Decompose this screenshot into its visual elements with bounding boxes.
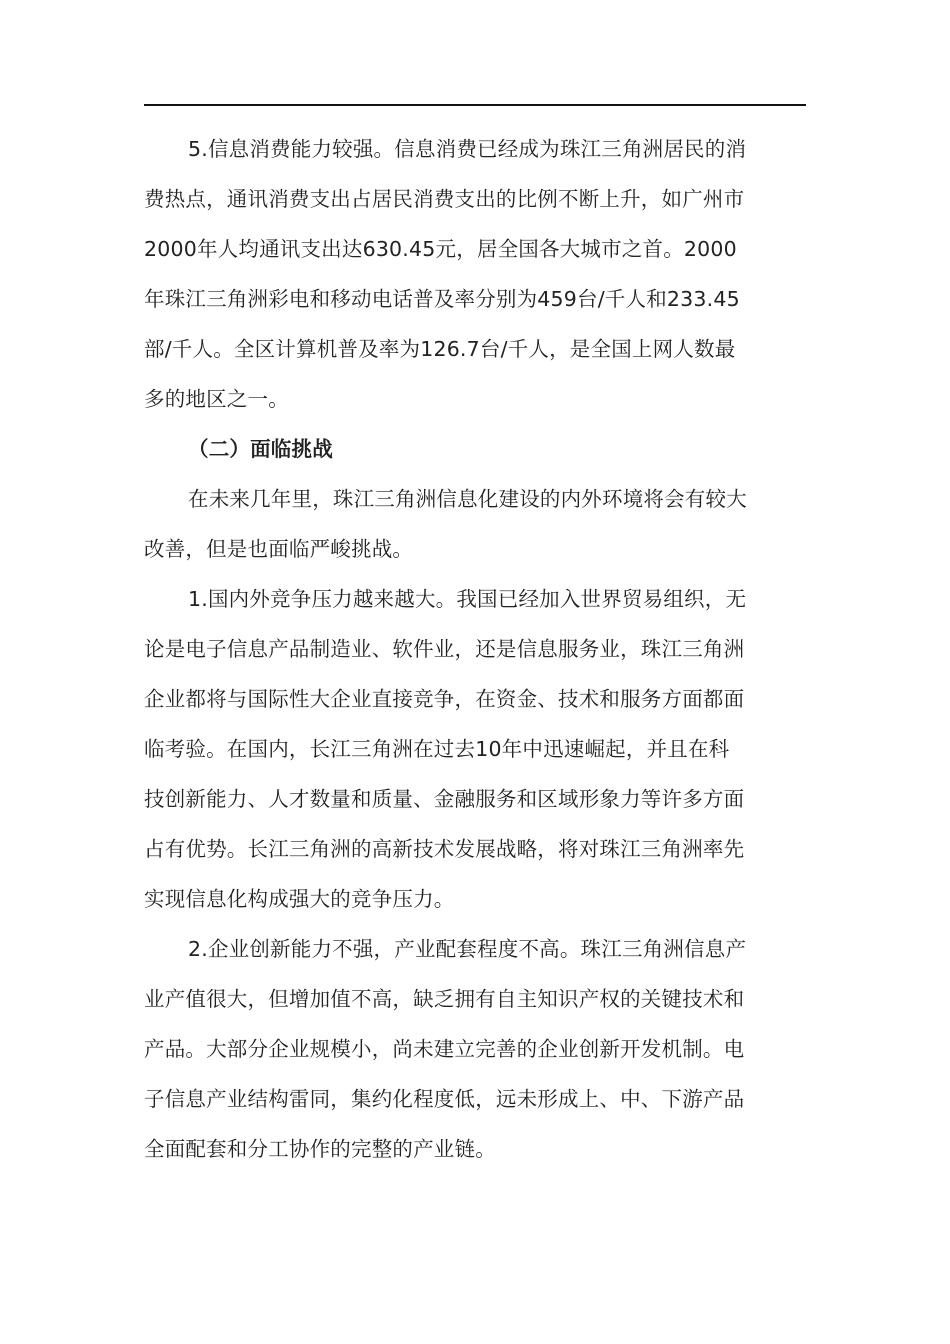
paragraph-line: 临考验。在国内，长江三角洲在过去10年中迅速崛起，并且在科 <box>144 737 730 761</box>
paragraph-line: 2.企业创新能力不强，产业配套程度不高。珠江三角洲信息产 <box>188 937 747 961</box>
paragraph-line: 2000年人均通讯支出达630.45元，居全国各大城市之首。2000 <box>144 237 737 261</box>
paragraph-line: 子信息产业结构雷同，集约化程度低，远未形成上、中、下游产品 <box>144 1087 745 1111</box>
paragraph-line: 全面配套和分工协作的完整的产业链。 <box>144 1137 496 1161</box>
paragraph-line: 在未来几年里，珠江三角洲信息化建设的内外环境将会有较大 <box>188 487 747 511</box>
section-heading: （二）面临挑战 <box>188 437 333 461</box>
paragraph-line: 年珠江三角洲彩电和移动电话普及率分别为459台/千人和233.45 <box>144 287 740 311</box>
paragraph-line: 5.信息消费能力较强。信息消费已经成为珠江三角洲居民的消 <box>188 137 747 161</box>
paragraph-line: 占有优势。长江三角洲的高新技术发展战略，将对珠江三角洲率先 <box>144 837 745 861</box>
document-body <box>144 124 806 1174</box>
paragraph-line: 企业都将与国际性大企业直接竞争，在资金、技术和服务方面都面 <box>144 687 745 711</box>
paragraph-line: 多的地区之一。 <box>144 387 289 411</box>
paragraph-line: 改善，但是也面临严峻挑战。 <box>144 537 414 561</box>
paragraph-line: 业产值很大，但增加值不高，缺乏拥有自主知识产权的关键技术和 <box>144 987 745 1011</box>
paragraph-line: 论是电子信息产品制造业、软件业，还是信息服务业，珠江三角洲 <box>144 637 745 661</box>
paragraph-line: 技创新能力、人才数量和质量、金融服务和区域形象力等许多方面 <box>144 787 745 811</box>
header-rule <box>144 104 806 106</box>
paragraph-line: 实现信息化构成强大的竞争压力。 <box>144 887 455 911</box>
paragraph-line: 部/千人。全区计算机普及率为126.7台/千人，是全国上网人数最 <box>144 337 736 361</box>
paragraph-line: 1.国内外竞争压力越来越大。我国已经加入世界贸易组织，无 <box>188 587 747 611</box>
paragraph-line: 费热点，通讯消费支出占居民消费支出的比例不断上升，如广州市 <box>144 187 745 211</box>
paragraph-line: 产品。大部分企业规模小，尚未建立完善的企业创新开发机制。电 <box>144 1037 745 1061</box>
